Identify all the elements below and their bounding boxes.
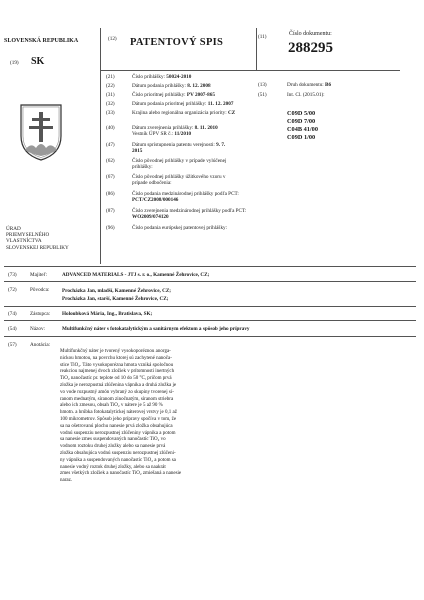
ipc-classes: C09D 5/00 C09D 7/00 C04B 41/00 C09D 1/00 — [287, 110, 318, 141]
code-72: (72) — [8, 287, 17, 293]
bibliographic-data: (21) Číslo prihlášky: 50024-2010 (22) Dátum podania prihlášky: 8. 12. 2008 (31) Číslo prioritnej prihlášky: PV 2007-865 (32) Dátum podania prioritnej prihlášky: 11. 12. 2007 (33) Krajina alebo regionálna organizácia priority: CZ (40) Dátum zverejnenia prihlášky: 8. 11. 2010 Vestník ÚPV SR č.: 11/2010 (47) Dátum sprístupnenia patentu verejnosti: 9. 7. 2015 (62) Číslo pôvodnej prihlášky v prípade vylúčenej prihlášky: (67) Číslo pôvodnej prihlášky úžitkového vzoru v prípade odbočenia: (86) Číslo podania medzinárodnej prihlášky podľa PCT: PCT/CZ2008/000146 (87) Číslo zverejnenia medzinárodnej prihlášky podľa PCT: WO2009/074120 (96) Číslo podania európskej patentovej prihlášky: — [106, 74, 247, 231]
document-kind: Druh dokumentu: B6 — [287, 82, 332, 88]
owner-label: Majiteľ: — [30, 272, 48, 278]
title-label: Názov: — [30, 326, 45, 332]
invention-title: Multifunkčný náter s fotokatalytickým a sanitárnym efektom a spôsob jeho prípravy — [62, 326, 250, 332]
header-rule — [100, 70, 400, 71]
section-rule — [4, 281, 416, 282]
code-57: (57) — [8, 342, 17, 348]
office-name: ÚRAD PRIEMYSELNÉHO VLASTNÍCTVA SLOVENSKEJ REPUBLIKY — [6, 226, 69, 251]
code-19: (19) — [10, 60, 19, 66]
code-13: (13) — [258, 82, 267, 88]
inventors: Procházka Jan, mladší, Kamenné Žehrovice, CZ; Procházka Jan, starší, Kamenné Žehrovice, CZ; — [62, 288, 172, 302]
abstract-text: Multifunkčný náter je tvorený vysokoporéznou anorga- nickou hmotou, na povrchu ktorej sú zachytené nanoča- stice TiO₂. Táto vysokoporézna hmota vzniká spoločnou reakciou najmenej dvoch zložiek v prítomnosti inertných TiO₂ nanočastíc pr. teplote od 10 do 50 °C, pričom prvá zložka je nerozpustná zlúčenina vápnika a druhá zložka je vo vode rozpustný amón vybraný zo skupiny tvorenej sí- ranom mednatým, síranom zinočnatým, síranom striebra alebo ich zmesou, obsah TiO₂ v nátere je 5 až 90 % hmotn. a hrúbka fotokatalytickej náterovej vrstvy je 0,1 až 100 mikrometrov. Spôsob jeho prípravy spočíva v tom, že sa na ošetrovanú plochu nanesie prvá zložka obsahujúca vodnú suspenziu nerozpustnej zlúčeniny vápnika a potom sa nanesie zmes suspendovaných nanočastíc TiO₂ vo vodnom roztoku druhej zložky alebo sa nanesie prvá zložka obsahujúca vodnú suspenziu nerozpustnej zlúčeni- ny vápnika a suspendovaných nanočastíc TiO₂ a potom sa nanesie vodný roztok druhej zložky, alebo sa naakrát zmes všetkých zložiek a nanočastíc TiO₂ zmiešaná a nanesie naraz. — [60, 349, 182, 484]
code-11: (11) — [258, 34, 267, 40]
country-code: SK — [31, 56, 45, 67]
section-rule — [4, 266, 416, 267]
country-name: SLOVENSKÁ REPUBLIKA — [4, 38, 79, 44]
agent: Holoubková Mária, Ing., Bratislava, SK; — [62, 311, 153, 317]
state-emblem — [18, 102, 64, 162]
ipc-label: Int. Cl. (2015.01): — [287, 92, 325, 98]
left-column-divider — [100, 28, 101, 264]
section-rule — [4, 336, 416, 337]
section-rule — [4, 306, 416, 307]
code-54: (54) — [8, 326, 17, 332]
document-number: 288295 — [288, 40, 333, 56]
abstract-label: Anotácia: — [30, 342, 51, 348]
inventor-label: Pôvodca: — [30, 287, 50, 293]
document-number-label: Číslo dokumentu: — [289, 31, 332, 37]
section-rule — [4, 320, 416, 321]
coat-of-arms-icon — [18, 102, 64, 162]
owner: ADVANCED MATERIALS - JTJ s. r. o., Kamenné Žehrovice, CZ; — [62, 272, 210, 278]
code-12: (12) — [108, 36, 117, 42]
code-74: (74) — [8, 311, 17, 317]
code-73: (73) — [8, 272, 17, 278]
document-title: PATENTOVÝ SPIS — [130, 37, 224, 48]
code-51: (51) — [258, 92, 267, 98]
header-divider — [256, 28, 257, 70]
agent-label: Zástupca: — [30, 311, 51, 317]
